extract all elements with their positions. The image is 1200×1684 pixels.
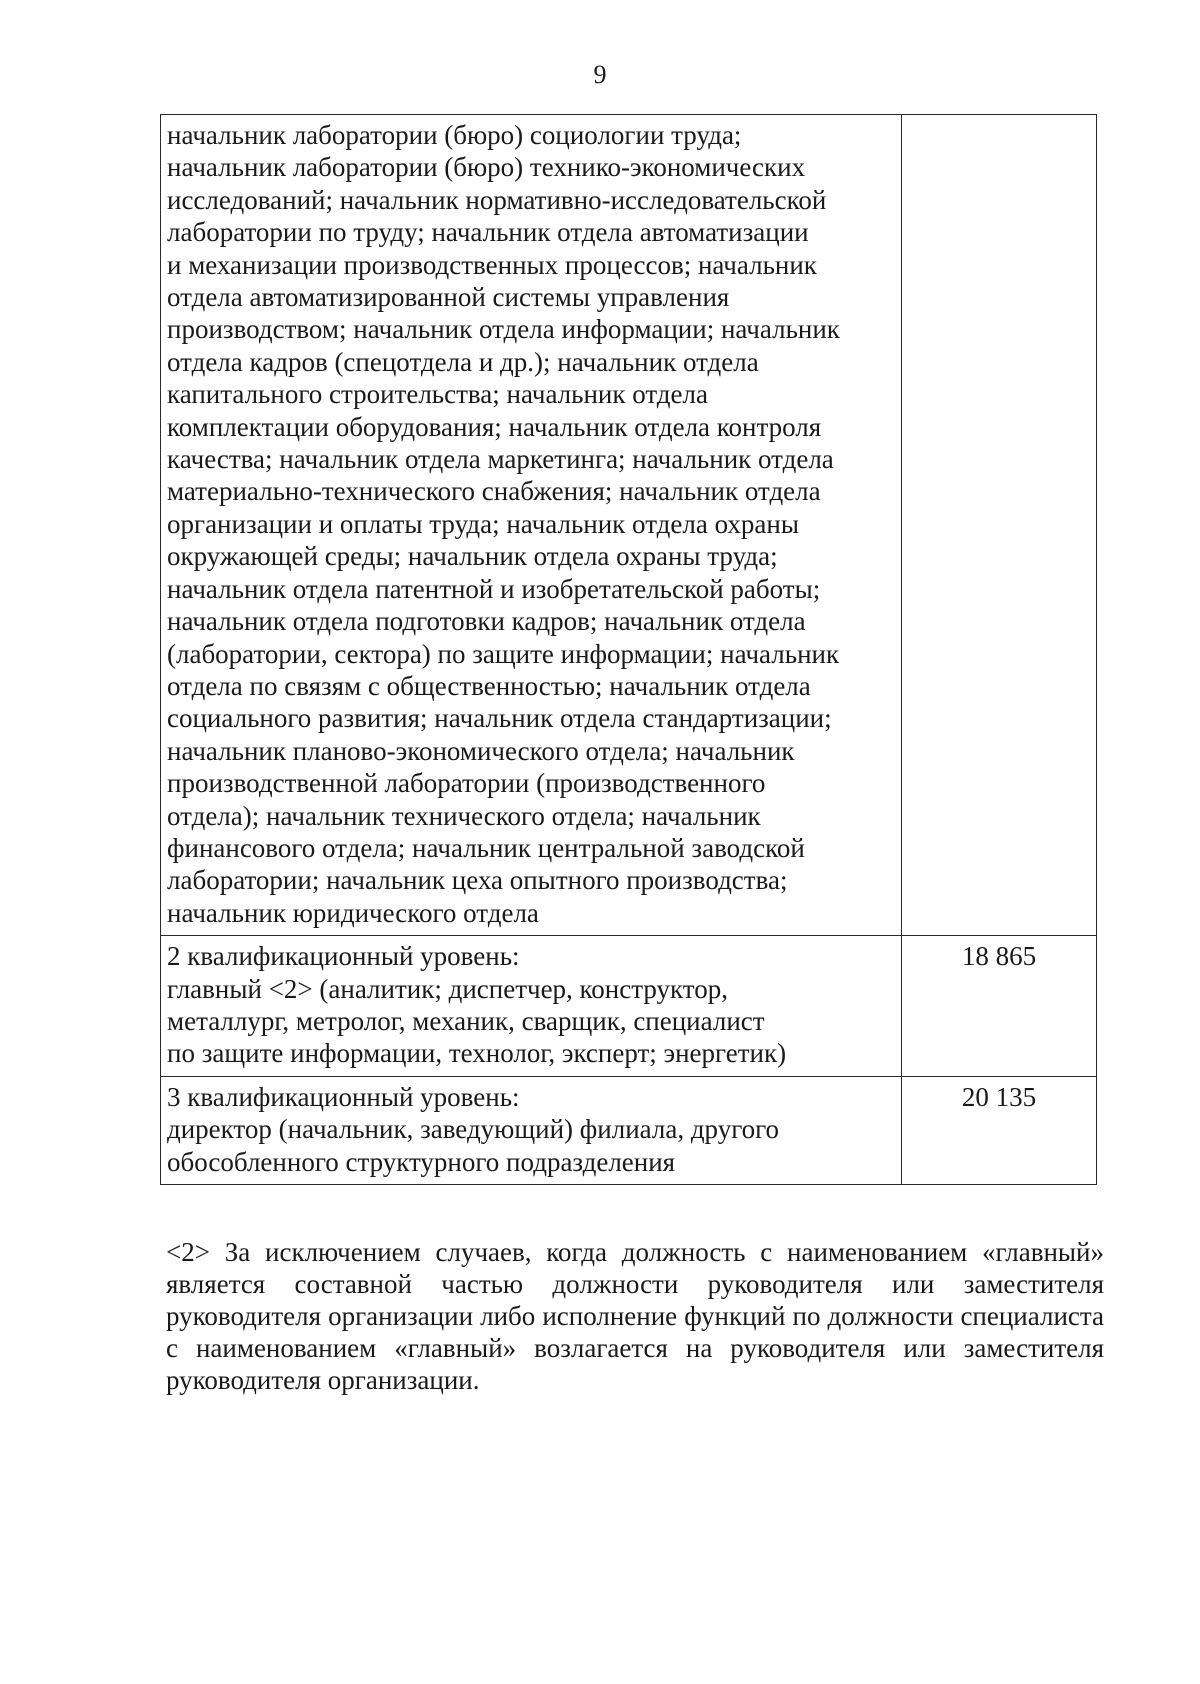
- position-description-cell: [161, 115, 902, 936]
- page-number: 9: [593, 60, 607, 89]
- qualification-salary-table: [160, 114, 1097, 1185]
- table-row: [161, 1076, 1097, 1184]
- table-row: [161, 115, 1097, 936]
- salary-cell: [902, 115, 1097, 936]
- salary-cell: [902, 936, 1097, 1077]
- position-description: начальник лаборатории (бюро) социологии труда; начальник лаборатории (бюро) технико-экономических исследований; начальник нормативно-исследовательской лаборатории по труду; начальник отдела автоматизации и механизации производственных процессов; начальник отдела автоматизированной системы управления производством; начальник отдела информации; начальник отдела кадров (спецотдела и др.); начальник отдела капитального строительства; начальник отдела комплектации оборудования; начальник отдела контроля качества; начальник отдела маркетинга; начальник отдела материально-технического снабжения; начальник отдела организации и оплаты труда; начальник отдела охраны окружающей среды; начальник отдела охраны труда; начальник отдела патентной и изобретательской работы; начальник отдела подготовки кадров; начальник отдела (лаборатории, сектора) по защите информации; начальник отдела по связям с общественностью; начальник отдела социального развития; начальник отдела стандартизации; начальник планово-экономического отдела; начальник производственной лаборатории (производственного отдела); начальник технического отдела; начальник финансового отдела; начальник центральной заводской лаборатории; начальник цеха опытного производства; начальник юридического отдела: [167, 120, 840, 928]
- salary-cell: [902, 1076, 1097, 1184]
- salary-value: 18 865: [961, 941, 1037, 972]
- salary-value: 20 135: [961, 1081, 1037, 1112]
- position-description: 2 квалификационный уровень: главный <2> (аналитик; диспетчер, конструктор, металлург, метролог, механик, сварщик, специалист по защите информации, технолог, эксперт; энергетик): [167, 941, 787, 1069]
- position-description-cell: [161, 1076, 902, 1184]
- position-description: 3 квалификационный уровень: директор (начальник, заведующий) филиала, другого обособленного структурного подразделения: [167, 1081, 780, 1177]
- position-description-cell: [161, 936, 902, 1077]
- table-row: [161, 936, 1097, 1077]
- footnote: <2> За исключением случаев, когда должность с наименованием «главный» является составной частью должности руководителя или заместителя руководителя организации либо исполнение функций по должности специалиста с наименованием «главный» возлагается на руководителя или заместителя руководителя организации.: [166, 1237, 1104, 1395]
